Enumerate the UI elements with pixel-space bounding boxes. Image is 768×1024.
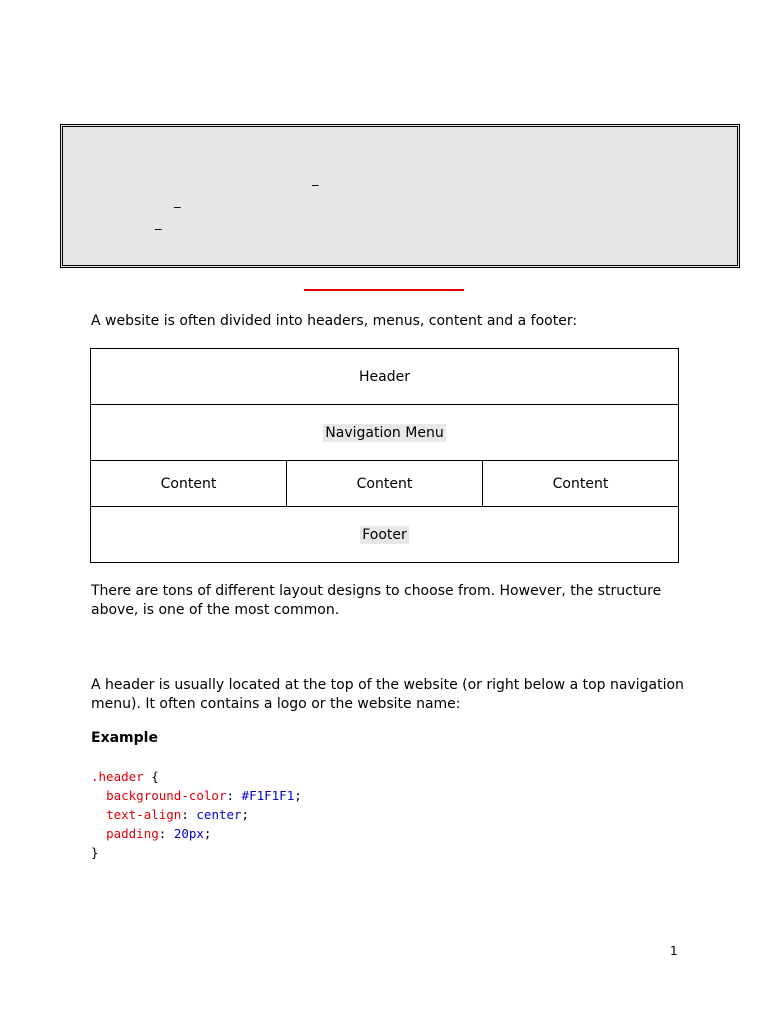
table-row	[91, 507, 679, 563]
code-property: background-color	[106, 788, 227, 803]
header-cell	[91, 349, 679, 405]
layout-diagram-table	[90, 348, 679, 563]
table-row	[91, 461, 679, 507]
code-selector: .header	[91, 769, 144, 784]
content-cell-label: Content	[160, 475, 217, 492]
title-dash-3: _	[155, 216, 162, 231]
content-cell-3	[483, 461, 679, 507]
table-row	[91, 349, 679, 405]
accent-underline	[304, 289, 464, 291]
nav-cell-label: Navigation Menu	[325, 424, 444, 441]
code-value: 20px	[173, 826, 204, 841]
table-row	[91, 405, 679, 461]
content-cell-label: Content	[356, 475, 413, 492]
header-cell-label: Header	[359, 368, 410, 385]
code-property: padding	[106, 826, 159, 841]
footer-cell	[91, 507, 679, 563]
footer-cell-label: Footer	[362, 526, 407, 543]
content-cell-1	[91, 461, 287, 507]
page-number: 1	[670, 944, 678, 958]
example-heading: Example	[91, 730, 158, 746]
nav-cell	[91, 405, 679, 461]
code-property: text-align	[106, 807, 182, 822]
content-cell-label: Content	[552, 475, 609, 492]
content-cell-2	[287, 461, 483, 507]
title-box	[60, 124, 740, 268]
code-open-brace: {	[143, 769, 159, 784]
title-dash-1: _	[312, 172, 319, 187]
header-description-paragraph: A header is usually located at the top of the website (or right below a top navigation menu). It often contains a logo or the website name:	[91, 677, 684, 712]
common-layout-paragraph: There are tons of different layout designs to choose from. However, the structure above, is one of the most common.	[91, 583, 662, 618]
code-value: #F1F1F1	[241, 788, 295, 803]
intro-paragraph: A website is often divided into headers, menus, content and a footer:	[91, 313, 578, 329]
title-dash-2: _	[174, 194, 181, 209]
code-block: .header { background-color: #F1F1F1; text-align: center; padding: 20px; }	[91, 769, 302, 860]
code-value: center	[196, 807, 242, 822]
code-close-brace: }	[91, 845, 99, 860]
